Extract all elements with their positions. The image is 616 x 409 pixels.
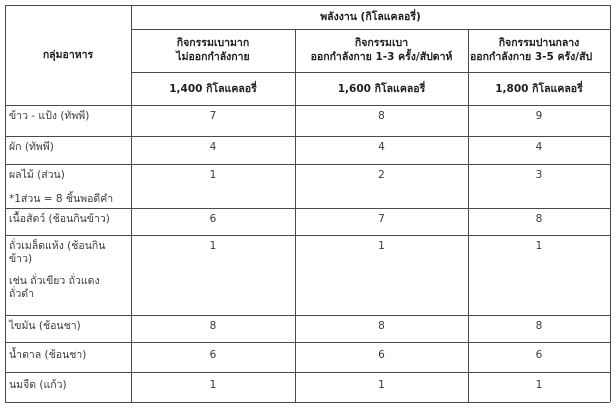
row-milk-value-1600: 1	[378, 379, 385, 391]
row-rice-value-1400: 7	[209, 110, 217, 122]
row-milk-value-1800: 1	[535, 379, 543, 391]
row-rice-value-1600: 8	[378, 110, 385, 122]
row-label-beans: ถั่วเมล็ดแห้ง (ช้อนกินข้าว)	[9, 240, 106, 265]
row-beans-value-1600: 1	[378, 240, 385, 252]
row-fruit-value-1400: 1	[209, 169, 217, 181]
row-label-fat: ไขมัน (ช้อนชา)	[9, 320, 81, 332]
row-rice-value-1800: 9	[535, 110, 543, 122]
row-label-meat: เนื้อสัตว์ (ช้อนกินข้าว)	[9, 213, 110, 225]
activity-very-light-title: กิจกรรมเบามาก	[176, 37, 250, 49]
row-fat-value-1800: 8	[535, 320, 543, 332]
row-sugar-value-1800: 6	[535, 349, 543, 361]
row-label-fruit: ผลไม้ (ส่วน)	[9, 169, 65, 181]
energy-level-1800: 1,800 กิโลแคลอรี่	[495, 83, 583, 95]
activity-very-light-subtitle: ไม่ออกกำลังกาย	[176, 51, 250, 63]
row-label-milk: นมจืด (แก้ว)	[9, 379, 67, 391]
row-label-vegetables: ผัก (ทัพพี)	[9, 141, 54, 153]
activity-light-subtitle: ออกกำลังกาย 1-3 ครั้ง/สัปดาห์	[310, 51, 453, 63]
row-vegetables-value-1600: 4	[378, 141, 385, 153]
row-meat-value-1600: 7	[378, 213, 385, 225]
row-label-sugar: น้ำตาล (ช้อนชา)	[9, 349, 87, 361]
row-sugar-value-1400: 6	[209, 349, 217, 361]
row-meat-value-1400: 6	[209, 213, 217, 225]
activity-moderate-subtitle: ออกกำลังกาย 3-5 ครั้ง/สัป	[470, 51, 593, 63]
row-fat-value-1600: 8	[378, 320, 385, 332]
activity-light-title: กิจกรรมเบา	[354, 37, 409, 49]
row-milk-value-1400: 1	[209, 379, 217, 391]
row-beans-value-1400: 1	[209, 240, 217, 252]
row-note-fruit: *1ส่วน = 8 ชิ้นพอดีคำ	[9, 193, 114, 205]
row-meat-value-1800: 8	[535, 213, 543, 225]
row-fruit-value-1800: 3	[535, 169, 543, 181]
energy-header: พลังงาน (กิโลแคลอรี่)	[320, 11, 421, 23]
energy-level-1400: 1,400 กิโลแคลอรี่	[169, 83, 257, 95]
row-fat-value-1400: 8	[209, 320, 217, 332]
row-fruit-value-1600: 2	[378, 169, 385, 181]
row-beans-value-1800: 1	[535, 240, 543, 252]
energy-level-1600: 1,600 กิโลแคลอรี่	[337, 83, 426, 95]
row-vegetables-value-1400: 4	[209, 141, 217, 153]
row-label-rice: ข้าว - แป้ง (ทัพพี)	[9, 110, 90, 122]
row-vegetables-value-1800: 4	[535, 141, 543, 153]
row-sugar-value-1600: 6	[378, 349, 385, 361]
row-note-beans: เช่น ถั่วเขียว ถั่วแดง ถั่วดำ	[9, 275, 100, 300]
activity-moderate-title: กิจกรรมปานกลาง	[498, 37, 580, 49]
food-group-header: กลุ่มอาหาร	[42, 49, 94, 61]
